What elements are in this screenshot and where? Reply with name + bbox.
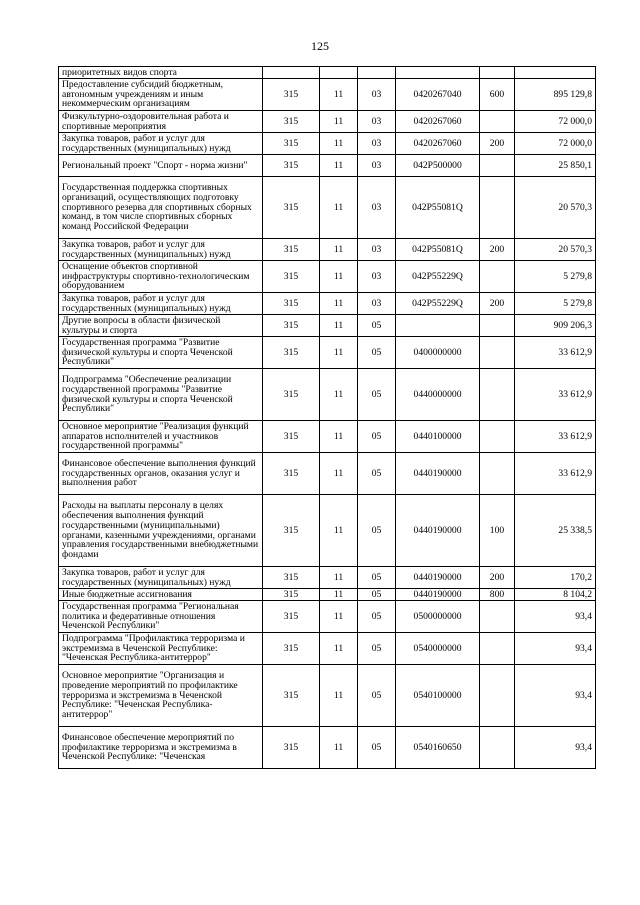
table-row — [59, 421, 596, 453]
code-csr: 0420267040 — [396, 79, 480, 111]
code-pr: 03 — [358, 177, 396, 239]
row-amount: 25 850,1 — [515, 155, 596, 177]
code-pr: 05 — [358, 337, 396, 369]
code-vr — [480, 369, 515, 421]
row-description: Государственная программа "Региональная политика и федеративные отношения Чеченской Республики" — [59, 601, 263, 633]
code-vr — [480, 177, 515, 239]
code-vr: 100 — [480, 495, 515, 567]
code-rz: 11 — [320, 111, 358, 133]
code-rz: 11 — [320, 633, 358, 665]
row-amount: 895 129,8 — [515, 79, 596, 111]
code-pr: 05 — [358, 453, 396, 495]
code-pr: 03 — [358, 261, 396, 293]
row-description: Закупка товаров, работ и услуг для государственных (муниципальных) нужд — [59, 239, 263, 261]
code-glav: 315 — [263, 727, 320, 769]
row-description: Основное мероприятие "Реализация функций аппаратов исполнителей и участников государственной программы" — [59, 421, 263, 453]
row-amount: 33 612,9 — [515, 453, 596, 495]
code-rz: 11 — [320, 337, 358, 369]
row-description: Финансовое обеспечение мероприятий по профилактике терроризма и экстремизма в Чеченской Республике: "Чеченская — [59, 727, 263, 769]
row-amount: 25 338,5 — [515, 495, 596, 567]
table-row — [59, 495, 596, 567]
code-pr: 05 — [358, 369, 396, 421]
row-description: Предоставление субсидий бюджетным, автономным учреждениям и иным некоммерческим организациям — [59, 79, 263, 111]
row-amount: 5 279,8 — [515, 261, 596, 293]
table-row — [59, 601, 596, 633]
code-glav: 315 — [263, 133, 320, 155]
code-rz: 11 — [320, 589, 358, 601]
table-row — [59, 111, 596, 133]
table-row — [59, 67, 596, 79]
code-vr — [480, 337, 515, 369]
code-vr — [480, 665, 515, 727]
row-description: Подпрограмма "Профилактика терроризма и экстремизма в Чеченской Республике: "Чеченская Республика-антитеррор" — [59, 633, 263, 665]
row-amount: 33 612,9 — [515, 369, 596, 421]
row-description: Основное мероприятие "Организация и проведение мероприятий по профилактике терроризма и экстремизма в Чеченской Республике: "Чеченская Республика-антитеррор" — [59, 665, 263, 727]
code-glav: 315 — [263, 337, 320, 369]
table-row — [59, 453, 596, 495]
code-csr: 042P55229Q — [396, 261, 480, 293]
code-pr: 05 — [358, 727, 396, 769]
row-amount: 72 000,0 — [515, 111, 596, 133]
code-glav: 315 — [263, 495, 320, 567]
code-csr: 0440000000 — [396, 369, 480, 421]
code-glav: 315 — [263, 155, 320, 177]
row-amount: 170,2 — [515, 567, 596, 589]
code-pr — [358, 67, 396, 79]
table-row — [59, 665, 596, 727]
table-row — [59, 177, 596, 239]
row-description: Государственная программа "Развитие физической культуры и спорта Чеченской Республики" — [59, 337, 263, 369]
row-description: Иные бюджетные ассигнования — [59, 589, 263, 601]
code-rz: 11 — [320, 369, 358, 421]
code-csr: 0440190000 — [396, 453, 480, 495]
code-rz: 11 — [320, 155, 358, 177]
row-description: Региональный проект "Спорт - норма жизни" — [59, 155, 263, 177]
code-glav: 315 — [263, 665, 320, 727]
table-row — [59, 369, 596, 421]
row-description: Оснащение объектов спортивной инфраструктуры спортивно-технологическим оборудованием — [59, 261, 263, 293]
code-rz: 11 — [320, 315, 358, 337]
row-description: Государственная поддержка спортивных организаций, осуществляющих подготовку спортивного резерва для спортивных сборных команд, в том числе спортивных сборных команд Российской Федерации — [59, 177, 263, 239]
code-vr — [480, 261, 515, 293]
code-csr: 042P55229Q — [396, 293, 480, 315]
row-amount: 33 612,9 — [515, 337, 596, 369]
table-row — [59, 155, 596, 177]
code-pr: 03 — [358, 79, 396, 111]
code-pr: 03 — [358, 133, 396, 155]
code-rz: 11 — [320, 293, 358, 315]
table-row — [59, 727, 596, 769]
code-vr: 600 — [480, 79, 515, 111]
row-description: Физкультурно-оздоровительная работа и спортивные мероприятия — [59, 111, 263, 133]
code-vr: 200 — [480, 239, 515, 261]
code-rz: 11 — [320, 727, 358, 769]
code-rz: 11 — [320, 453, 358, 495]
code-glav: 315 — [263, 589, 320, 601]
code-vr: 200 — [480, 567, 515, 589]
row-description: Расходы на выплаты персоналу в целях обеспечения выполнения функций государственными (муниципальными) органами, казенными учреждениями, органами управления государственными внебюджетными фондами — [59, 495, 263, 567]
code-glav: 315 — [263, 239, 320, 261]
row-amount: 33 612,9 — [515, 421, 596, 453]
budget-table — [58, 66, 596, 769]
code-rz: 11 — [320, 79, 358, 111]
row-amount: 93,4 — [515, 601, 596, 633]
table-row — [59, 337, 596, 369]
table-row — [59, 589, 596, 601]
code-pr: 05 — [358, 633, 396, 665]
table-row — [59, 79, 596, 111]
code-glav: 315 — [263, 315, 320, 337]
code-csr — [396, 67, 480, 79]
code-csr: 042P55081Q — [396, 239, 480, 261]
code-rz: 11 — [320, 133, 358, 155]
code-pr: 03 — [358, 155, 396, 177]
code-csr: 0420267060 — [396, 133, 480, 155]
code-pr: 05 — [358, 567, 396, 589]
code-vr — [480, 421, 515, 453]
row-amount — [515, 67, 596, 79]
code-csr: 0440190000 — [396, 495, 480, 567]
code-csr: 0440100000 — [396, 421, 480, 453]
code-pr: 03 — [358, 111, 396, 133]
table-row — [59, 633, 596, 665]
row-description: Закупка товаров, работ и услуг для государственных (муниципальных) нужд — [59, 567, 263, 589]
code-pr: 05 — [358, 601, 396, 633]
code-rz: 11 — [320, 261, 358, 293]
row-description: приоритетных видов спорта — [59, 67, 263, 79]
code-rz: 11 — [320, 495, 358, 567]
table-body — [59, 67, 596, 769]
code-rz — [320, 67, 358, 79]
page-number: 125 — [311, 39, 329, 53]
code-vr — [480, 633, 515, 665]
code-glav: 315 — [263, 421, 320, 453]
row-amount: 93,4 — [515, 665, 596, 727]
code-glav: 315 — [263, 633, 320, 665]
code-csr: 0440190000 — [396, 589, 480, 601]
code-csr: 0420267060 — [396, 111, 480, 133]
code-glav: 315 — [263, 177, 320, 239]
row-description: Закупка товаров, работ и услуг для государственных (муниципальных) нужд — [59, 293, 263, 315]
row-amount: 8 104,2 — [515, 589, 596, 601]
table-row — [59, 293, 596, 315]
row-description: Подпрограмма "Обеспечение реализации государственной программы "Развитие физической культуры и спорта Чеченской Республики" — [59, 369, 263, 421]
code-csr — [396, 315, 480, 337]
code-rz: 11 — [320, 177, 358, 239]
code-vr — [480, 67, 515, 79]
code-csr: 042P55081Q — [396, 177, 480, 239]
row-amount: 20 570,3 — [515, 177, 596, 239]
code-csr: 0540160650 — [396, 727, 480, 769]
code-csr: 0500000000 — [396, 601, 480, 633]
code-csr: 0540000000 — [396, 633, 480, 665]
code-glav: 315 — [263, 293, 320, 315]
table-row — [59, 239, 596, 261]
code-glav: 315 — [263, 261, 320, 293]
code-glav: 315 — [263, 453, 320, 495]
code-rz: 11 — [320, 239, 358, 261]
code-pr: 03 — [358, 239, 396, 261]
code-csr: 0540100000 — [396, 665, 480, 727]
code-pr: 05 — [358, 495, 396, 567]
table-row — [59, 315, 596, 337]
table-row — [59, 261, 596, 293]
code-rz: 11 — [320, 601, 358, 633]
code-vr — [480, 155, 515, 177]
row-amount: 93,4 — [515, 727, 596, 769]
row-amount: 72 000,0 — [515, 133, 596, 155]
code-pr: 05 — [358, 421, 396, 453]
row-amount: 93,4 — [515, 633, 596, 665]
code-vr: 800 — [480, 589, 515, 601]
code-pr: 05 — [358, 589, 396, 601]
row-description: Финансовое обеспечение выполнения функций государственных органов, оказания услуг и выполнения работ — [59, 453, 263, 495]
code-vr — [480, 727, 515, 769]
code-vr — [480, 453, 515, 495]
code-rz: 11 — [320, 567, 358, 589]
row-amount: 20 570,3 — [515, 239, 596, 261]
code-vr: 200 — [480, 133, 515, 155]
code-glav: 315 — [263, 567, 320, 589]
code-pr: 03 — [358, 293, 396, 315]
code-rz: 11 — [320, 665, 358, 727]
code-csr: 0440190000 — [396, 567, 480, 589]
code-vr: 200 — [480, 293, 515, 315]
code-rz: 11 — [320, 421, 358, 453]
code-pr: 05 — [358, 315, 396, 337]
code-glav: 315 — [263, 111, 320, 133]
code-glav: 315 — [263, 369, 320, 421]
row-description: Другие вопросы в области физической культуры и спорта — [59, 315, 263, 337]
row-description: Закупка товаров, работ и услуг для государственных (муниципальных) нужд — [59, 133, 263, 155]
table-row — [59, 567, 596, 589]
row-amount: 5 279,8 — [515, 293, 596, 315]
code-vr — [480, 111, 515, 133]
row-amount: 909 206,3 — [515, 315, 596, 337]
code-vr — [480, 601, 515, 633]
code-glav: 315 — [263, 601, 320, 633]
code-vr — [480, 315, 515, 337]
table-row — [59, 133, 596, 155]
code-glav: 315 — [263, 79, 320, 111]
code-csr: 0400000000 — [396, 337, 480, 369]
code-glav — [263, 67, 320, 79]
code-pr: 05 — [358, 665, 396, 727]
code-csr: 042P500000 — [396, 155, 480, 177]
